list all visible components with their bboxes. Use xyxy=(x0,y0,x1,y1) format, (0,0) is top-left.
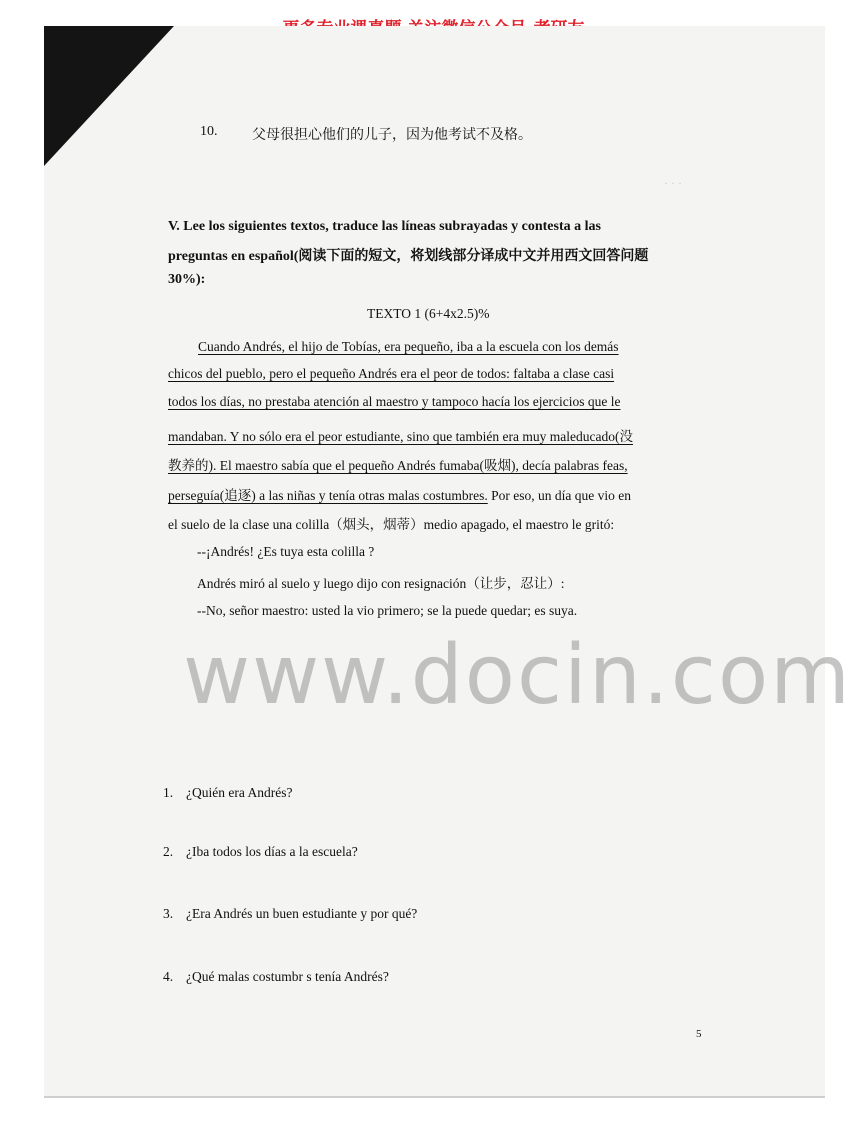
section-heading-line-1: V. Lee los siguientes textos, traduce las líneas subrayadas y contesta a las xyxy=(168,219,601,234)
question-1-text: ¿Quién era Andrés? xyxy=(186,785,293,800)
dialogue-line-1: --¡Andrés! ¿Es tuya esta colilla ? xyxy=(197,544,375,559)
texto-title: TEXTO 1 (6+4x2.5)% xyxy=(367,306,490,321)
dialogue-line-3: --No, señor maestro: usted la vio primero; se la puede quedar; es suya. xyxy=(197,603,578,618)
dialogue-line-2: Andrés miró al suelo y luego dijo con resignación（让步，忍让）: xyxy=(197,576,565,591)
scanned-page xyxy=(44,26,852,1098)
item-10-number: 10. xyxy=(200,124,218,139)
question-2-text: ¿Iba todos los días a la escuela? xyxy=(186,844,358,859)
section-heading-line-2: preguntas en español(阅读下面的短文，将划线部分译成中文并用西文回答问题 xyxy=(168,249,649,264)
question-3-number: 3. xyxy=(163,906,174,921)
passage-line-3: todos los días, no prestaba atención al maestro y tampoco hacía los ejercicios que le xyxy=(168,394,621,409)
page-number: 5 xyxy=(696,1028,702,1040)
question-1-number: 1. xyxy=(163,785,174,800)
question-3-text: ¿Era Andrés un buen estudiante y por qué? xyxy=(186,906,418,921)
passage-line-6-underlined: perseguía(追逐) a las niñas y tenía otras malas costumbres. xyxy=(168,488,488,503)
bleed-through: · · · xyxy=(664,176,682,190)
passage-line-7: el suelo de la clase una colilla（烟头，烟蒂）medio apagado, el maestro le gritó: xyxy=(168,517,615,532)
item-10-text: 父母很担心他们的儿子，因为他考试不及格。 xyxy=(252,127,532,143)
question-2-number: 2. xyxy=(163,844,174,859)
passage-line-6 xyxy=(168,484,631,504)
passage-line-2: chicos del pueblo, pero el pequeño Andrés era el peor de todos: faltaba a clase casi xyxy=(168,366,615,381)
folded-corner-shadow xyxy=(44,26,174,166)
passage-line-5: 教养的). El maestro sabía que el pequeño Andrés fumaba(吸烟), decía palabras feas, xyxy=(168,458,628,473)
question-4-text: ¿Qué malas costumbr s tenía Andrés? xyxy=(186,969,389,984)
question-4-number: 4. xyxy=(163,969,174,984)
passage-line-4: mandaban. Y no sólo era el peor estudiante, sino que también era muy maleducado(没 xyxy=(168,429,633,444)
section-heading-line-3: 30%): xyxy=(168,272,206,287)
passage-line-1: Cuando Andrés, el hijo de Tobías, era pequeño, iba a la escuela con los demás xyxy=(198,339,619,354)
watermark: www.docin.com xyxy=(183,628,852,723)
passage-line-6-rest: Por eso, un día que vio en xyxy=(487,488,632,503)
